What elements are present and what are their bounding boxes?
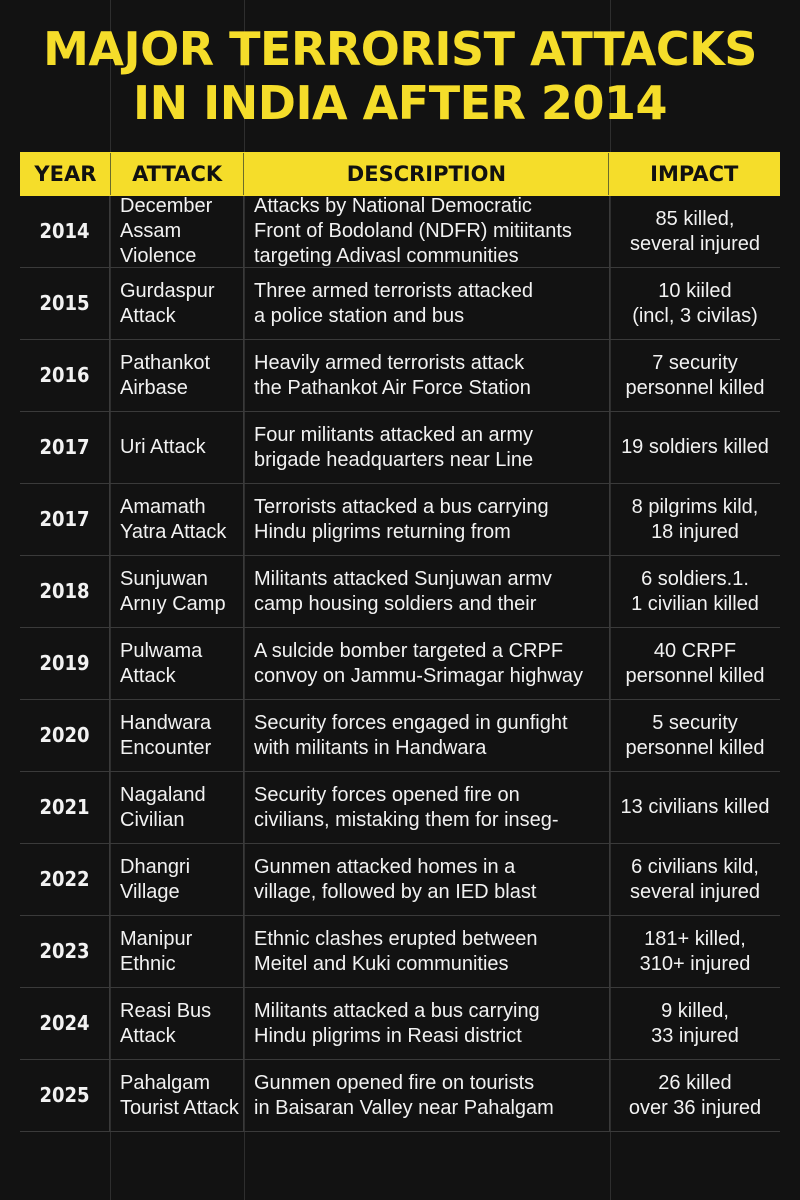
description-cell: A sulcide bomber targeted a CRPF convoy on Jammu-Srimagar highway (244, 628, 610, 699)
year-cell: 2023 (20, 916, 110, 987)
page-title (0, 22, 800, 130)
table-row (20, 412, 780, 484)
table-row (20, 772, 780, 844)
header-impact: IMPACT (650, 162, 739, 186)
table-row (20, 988, 780, 1060)
attack-cell: Amamath Yatra Attack (110, 484, 244, 555)
year-cell: 2025 (20, 1060, 110, 1131)
impact-cell: 40 CRPF personnel killed (625, 639, 765, 687)
table-row (20, 628, 780, 700)
impact-cell: 85 killed, several injured (629, 207, 761, 255)
attack-cell: Pahalgam Tourist Attack (110, 1060, 244, 1131)
table-header (20, 152, 780, 196)
impact-cell: 7 security personnel killed (625, 351, 765, 399)
year-cell: 2024 (20, 988, 110, 1059)
description-cell: Militants attacked Sunjuwan armv camp housing soldiers and their (244, 556, 610, 627)
attack-cell: Nagaland Civilian (110, 772, 244, 843)
description-cell: Gunmen opened fire on tourists in Baisaran Valley near Pahalgam (244, 1060, 610, 1131)
attack-cell: Dhangri Village (110, 844, 244, 915)
header-attack: ATTACK (111, 153, 245, 195)
header-description: DESCRIPTION (244, 153, 609, 195)
description-cell: Three armed terrorists attacked a police station and bus (244, 268, 610, 339)
description-cell: Security forces engaged in gunfight with militants in Handwara (244, 700, 610, 771)
table-row (20, 196, 780, 268)
attack-cell: Gurdaspur Attack (110, 268, 244, 339)
description-cell: Ethnic clashes erupted between Meitel and Kuki communities (244, 916, 610, 987)
year-cell: 2018 (20, 556, 110, 627)
year-cell: 2022 (20, 844, 110, 915)
table-row (20, 700, 780, 772)
description-cell: Four militants attacked an army brigade headquarters near Line (244, 412, 610, 483)
year-cell: 2014 (20, 196, 110, 267)
table-row (20, 1060, 780, 1132)
attack-cell: Manipur Ethnic (110, 916, 244, 987)
year-cell: 2017 (20, 412, 110, 483)
year-cell: 2017 (20, 484, 110, 555)
table-row (20, 556, 780, 628)
title-line-2: IN INDIA AFTER 2014 (133, 76, 667, 130)
table-row (20, 340, 780, 412)
title-line-1: MAJOR TERRORIST ATTACKS (43, 22, 757, 76)
description-cell: Gunmen attacked homes in a village, followed by an IED blast (244, 844, 610, 915)
impact-cell: 10 kiiled (incl, 3 civilas) (632, 279, 758, 327)
table-row (20, 844, 780, 916)
attack-cell: Pathankot Airbase (110, 340, 244, 411)
attack-cell: December Assam Violence (110, 196, 244, 267)
year-cell: 2020 (20, 700, 110, 771)
table-row (20, 916, 780, 988)
attacks-table (20, 152, 780, 1132)
description-cell: Terrorists attacked a bus carrying Hindu pligrims returning from (244, 484, 610, 555)
header-year: YEAR (21, 153, 111, 195)
description-cell: Militants attacked a bus carrying Hindu pligrims in Reasi district (244, 988, 610, 1059)
attack-cell: Reasi Bus Attack (110, 988, 244, 1059)
description-cell: Heavily armed terrorists attack the Pathankot Air Force Station (244, 340, 610, 411)
impact-cell: 13 civilians killed (620, 796, 770, 818)
impact-cell: 5 security personnel killed (625, 711, 765, 759)
attack-cell: Uri Attack (110, 412, 244, 483)
attack-cell: Sunjuwan Arnıy Camp (110, 556, 244, 627)
attack-cell: Handwara Encounter (110, 700, 244, 771)
description-cell: Security forces opened fire on civilians, mistaking them for inseg- (244, 772, 610, 843)
year-cell: 2016 (20, 340, 110, 411)
impact-cell: 8 pilgrims kild, 18 injured (631, 495, 759, 543)
impact-cell: 6 civilians kild, several injured (629, 855, 761, 903)
attack-cell: Pulwama Attack (110, 628, 244, 699)
description-cell: Attacks by National Democratic Front of Bodoland (NDFR) mitiitants targeting Adivasl communities (244, 196, 610, 267)
impact-cell: 6 soldiers.1. 1 civilian killed (631, 567, 759, 615)
year-cell: 2019 (20, 628, 110, 699)
table-row (20, 268, 780, 340)
year-cell: 2015 (20, 268, 110, 339)
table-body (20, 196, 780, 1132)
impact-cell: 9 killed, 33 injured (651, 999, 739, 1047)
impact-cell: 181+ killed, 310+ injured (639, 927, 751, 975)
impact-cell: 26 killed over 36 injured (628, 1071, 762, 1119)
table-row (20, 484, 780, 556)
year-cell: 2021 (20, 772, 110, 843)
impact-cell: 19 soldiers killed (621, 436, 769, 458)
